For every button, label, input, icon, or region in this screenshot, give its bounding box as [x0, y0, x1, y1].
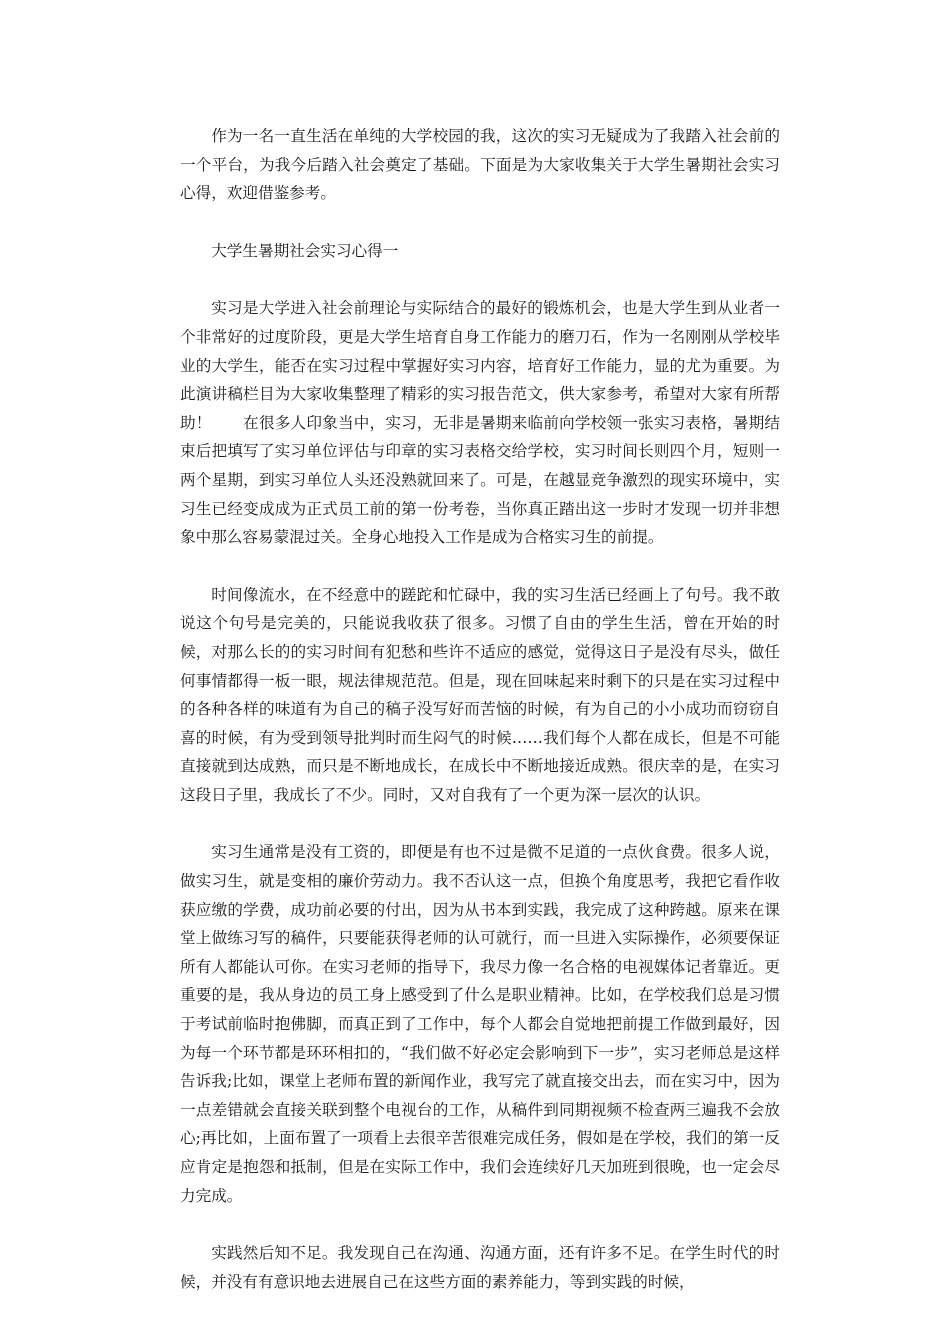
body-paragraph-2: 时间像流水，在不经意中的蹉跎和忙碌中，我的实习生活已经画上了句号。我不敢说这个句号是完美的，只能说我收获了很多。习惯了自由的学生生活，曾在开始的时候，对那么长的的实习时间有犯愁和些许不适应的感觉，觉得这日子是没有尽头，做任何事情都得一板一眼，规法律规范范。但是，现在回味起来时剩下的只是在实习过程中的各种各样的味道有为自己的稿子没写好而苦恼的时候，有为自己的小小成功而窃窃自喜的时候，有为受到领导批判时而生闷气的时候……我们每个人都在成长，但是不可能直接就到达成熟，而只是不断地成长，在成长中不断地接近成熟。很庆幸的是，在实习这段日子里，我成长了不少。同时，又对自我有了一个更为深一层次的认识。	[180, 585, 780, 804]
section-heading: 大学生暑期社会实习心得一	[211, 241, 399, 260]
body-paragraph-3: 实习生通常是没有工资的，即便是有也不过是微不足道的一点伙食费。很多人说，做实习生，就是变相的廉价劳动力。我不否认这一点，但换个角度思考，我把它看作收获应缴的学费，成功前必要的付出，因为从书本到实践，我完成了这种跨越。原来在课堂上做练习写的稿件，只要能获得老师的认可就行，而一旦进入实际操作，必须要保证所有人都能认可你。在实习老师的指导下，我尽力像一名合格的电视媒体记者靠近。更重要的是，我从身边的员工身上感受到了什么是职业精神。比如，在学校我们总是习惯于考试前临时抱佛脚，而真正到了工作中，每个人都会自觉地把前提工作做到最好，因为每一个环节都是环环相扣的，“我们做不好必定会影响到下一步”，实习老师总是这样告诉我;比如，课堂上老师布置的新闻作业，我写完了就直接交出去，而在实习中，因为一点差错就会直接关联到整个电视台的工作，从稿件到同期视频不检查两三遍我不会放心;再比如，上面布置了一项看上去很辛苦很难完成任务，假如是在学校，我们的第一反应肯定是抱怨和抵制，但是在实际工作中，我们会连续好几天加班到很晚，也一定会尽力完成。	[180, 843, 780, 1205]
body-paragraph-4: 实践然后知不足。我发现自己在沟通、沟通方面，还有许多不足。在学生时代的时候，并没有有意识地去进展自己在这些方面的素养能力，等到实践的时候，	[180, 1244, 780, 1291]
body-paragraph-1: 实习是大学进入社会前理论与实际结合的最好的锻炼机会，也是大学生到从业者一个非常好的过度阶段，更是大学生培育自身工作能力的磨刀石，作为一名刚刚从学校毕业的大学生，能否在实习过程中掌握好实习内容，培育好工作能力，显的尤为重要。为此演讲稿栏目为大家收集整理了精彩的实习报告范文，供大家参考，希望对大家有所帮助！ 在很多人印象当中，实习，无非是暑期来临前向学校领一张实习表格，暑期结束后把填写了实习单位评估与印章的实习表格交给学校，实习时间长则四个月，短则一两个星期，到实习单位人头还没熟就回来了。可是，在越显竞争激烈的现实环境中，实习生已经变成成为正式员工前的第一份考卷，当你真正踏出这一步时才发现一切并非想象中那么容易蒙混过关。全身心地投入工作是成为合格实习生的前提。	[180, 299, 780, 547]
intro-paragraph: 作为一名一直生活在单纯的大学校园的我，这次的实习无疑成为了我踏入社会前的一个平台，为我今后踏入社会奠定了基础。下面是为大家收集关于大学生暑期社会实习心得，欢迎借鉴参考。	[180, 127, 780, 203]
document-body	[180, 122, 780, 1325]
